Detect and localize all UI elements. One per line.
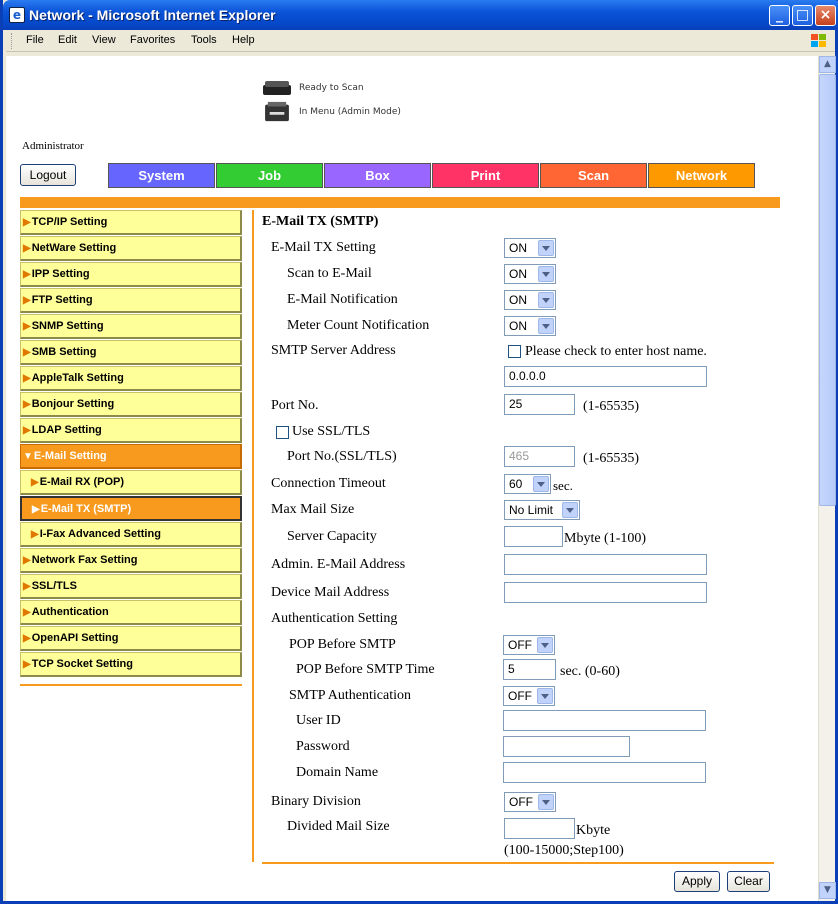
content-divider <box>252 210 254 862</box>
scan-to-email-label: Scan to E-Mail <box>287 266 372 281</box>
title-bar <box>3 0 838 30</box>
smtp-server-input[interactable]: 0.0.0.0 <box>504 366 707 387</box>
arrow-right-icon: ▶ <box>23 295 31 306</box>
minimize-button[interactable]: _ <box>769 5 790 26</box>
port-label: Port No. <box>271 398 319 413</box>
chevron-down-icon <box>537 637 553 653</box>
smtp-auth-select[interactable]: OFF <box>503 686 555 706</box>
timeout-unit: sec. <box>553 478 573 493</box>
scan-to-email-select[interactable]: ON <box>504 264 556 284</box>
user-id-label: User ID <box>296 713 341 728</box>
tab-job[interactable]: Job <box>216 163 323 188</box>
arrow-right-icon: ▶ <box>23 633 31 644</box>
password-input[interactable] <box>503 736 630 757</box>
email-tx-setting-label: E-Mail TX Setting <box>271 240 376 255</box>
smtp-auth-label: SMTP Authentication <box>289 688 411 703</box>
sidebar-item-ifax[interactable]: ▶I-Fax Advanced Setting <box>20 522 242 547</box>
apply-button[interactable]: Apply <box>674 871 720 892</box>
port-ssl-label: Port No.(SSL/TLS) <box>287 449 397 464</box>
chevron-down-icon <box>538 318 554 334</box>
sidebar-item-authentication[interactable]: ▶Authentication <box>20 600 242 625</box>
tab-network[interactable]: Network <box>648 163 755 188</box>
timeout-label: Connection Timeout <box>271 476 386 491</box>
menu-favorites[interactable]: Favorites <box>130 34 176 46</box>
vertical-scrollbar[interactable] <box>818 56 835 901</box>
max-mail-label: Max Mail Size <box>271 502 355 517</box>
email-tx-setting-select[interactable]: ON <box>504 238 556 258</box>
device-mail-input[interactable] <box>504 582 707 603</box>
arrow-right-icon: ▶ <box>31 477 39 488</box>
port-ssl-input[interactable]: 465 <box>504 446 575 467</box>
sidebar-item-email-tx[interactable]: ▶E-Mail TX (SMTP) <box>20 496 242 521</box>
sidebar-item-openapi[interactable]: ▶OpenAPI Setting <box>20 626 242 651</box>
port-ssl-range: (1-65535) <box>583 451 639 466</box>
arrow-right-icon: ▶ <box>32 504 40 515</box>
windows-logo-icon <box>809 32 829 50</box>
server-capacity-unit: Mbyte (1-100) <box>564 531 647 546</box>
pop-time-unit: sec. (0-60) <box>560 664 620 679</box>
copier-icon <box>261 101 293 123</box>
email-notification-label: E-Mail Notification <box>287 292 398 307</box>
smtp-form <box>262 210 782 901</box>
chevron-down-icon <box>538 794 554 810</box>
arrow-right-icon: ▶ <box>23 399 31 410</box>
sidebar-item-appletalk[interactable]: ▶AppleTalk Setting <box>20 366 242 391</box>
menu-help[interactable]: Help <box>232 34 255 46</box>
scanner-icon <box>261 77 293 99</box>
menu-file[interactable]: File <box>26 34 44 46</box>
tab-system[interactable]: System <box>108 163 215 188</box>
sidebar-item-smb[interactable]: ▶SMB Setting <box>20 340 242 365</box>
sidebar-item-ipp[interactable]: ▶IPP Setting <box>20 262 242 287</box>
sidebar-item-network-fax[interactable]: ▶Network Fax Setting <box>20 548 242 573</box>
timeout-select[interactable]: 60 <box>504 474 551 494</box>
pop-before-smtp-select[interactable]: OFF <box>503 635 555 655</box>
arrow-right-icon: ▶ <box>23 373 31 384</box>
pop-before-smtp-label: POP Before SMTP <box>289 637 396 652</box>
sidebar-item-netware[interactable]: ▶NetWare Setting <box>20 236 242 261</box>
form-divider <box>262 862 774 864</box>
menu-view[interactable]: View <box>92 34 116 46</box>
admin-email-label: Admin. E-Mail Address <box>271 557 406 572</box>
chevron-down-icon <box>533 476 549 492</box>
email-notification-select[interactable]: ON <box>504 290 556 310</box>
menu-tools[interactable]: Tools <box>191 34 217 46</box>
sidebar-item-email-rx[interactable]: ▶E-Mail RX (POP) <box>20 470 242 495</box>
window-title: Network - Microsoft Internet Explorer <box>29 7 276 23</box>
sidebar-item-ssl[interactable]: ▶SSL/TLS <box>20 574 242 599</box>
meter-count-label: Meter Count Notification <box>287 318 430 333</box>
device-mail-label: Device Mail Address <box>271 585 390 600</box>
arrow-right-icon: ▶ <box>23 321 31 332</box>
max-mail-select[interactable]: No Limit <box>504 500 580 520</box>
user-role: Administrator <box>22 140 84 152</box>
sidebar-item-ldap[interactable]: ▶LDAP Setting <box>20 418 242 443</box>
page-title: E-Mail TX (SMTP) <box>262 214 379 229</box>
sidebar-item-bonjour[interactable]: ▶Bonjour Setting <box>20 392 242 417</box>
domain-name-input[interactable] <box>503 762 706 783</box>
logout-button[interactable]: Logout <box>20 164 76 186</box>
arrow-right-icon: ▶ <box>23 555 31 566</box>
divided-mail-range: (100-15000;Step100) <box>504 843 624 858</box>
pop-time-input[interactable]: 5 <box>503 659 556 680</box>
divided-mail-input[interactable] <box>504 818 575 839</box>
tab-print[interactable]: Print <box>432 163 539 188</box>
sidebar-divider <box>20 684 242 686</box>
domain-name-label: Domain Name <box>296 765 379 780</box>
ie-logo-icon: e <box>9 7 25 23</box>
arrow-right-icon: ▶ <box>23 659 31 670</box>
arrow-right-icon: ▶ <box>23 347 31 358</box>
sidebar-item-tcp-socket[interactable]: ▶TCP Socket Setting <box>20 652 242 677</box>
arrow-right-icon: ▶ <box>23 217 31 228</box>
menu-bar <box>6 30 835 52</box>
chevron-down-icon <box>538 292 554 308</box>
arrow-right-icon: ▶ <box>31 529 39 540</box>
scroll-thumb[interactable] <box>819 74 836 506</box>
scroll-down-icon[interactable]: ▼ <box>819 882 836 899</box>
sidebar-item-email[interactable]: ▼E-Mail Setting <box>20 444 242 469</box>
user-id-input[interactable] <box>503 710 706 731</box>
tab-box[interactable]: Box <box>324 163 431 188</box>
sidebar-item-snmp[interactable]: ▶SNMP Setting <box>20 314 242 339</box>
arrow-right-icon: ▶ <box>23 607 31 618</box>
toolbar-grip <box>11 33 14 49</box>
password-label: Password <box>296 739 350 754</box>
pop-time-label: POP Before SMTP Time <box>296 662 435 677</box>
arrow-right-icon: ▶ <box>23 243 31 254</box>
chevron-down-icon <box>538 240 554 256</box>
chevron-down-icon <box>538 266 554 282</box>
server-capacity-label: Server Capacity <box>287 529 377 544</box>
arrow-down-icon: ▼ <box>23 451 33 462</box>
host-name-check-label: Please check to enter host name. <box>525 344 707 359</box>
smtp-server-label: SMTP Server Address <box>271 343 396 358</box>
chevron-down-icon <box>562 502 578 518</box>
port-input[interactable]: 25 <box>504 394 575 415</box>
scroll-up-icon[interactable]: ▲ <box>819 56 836 73</box>
menu-edit[interactable]: Edit <box>58 34 77 46</box>
port-range: (1-65535) <box>583 399 639 414</box>
divided-mail-label: Divided Mail Size <box>287 819 390 834</box>
sidebar-item-tcpip[interactable]: ▶TCP/IP Setting <box>20 210 242 235</box>
binary-division-select[interactable]: OFF <box>504 792 556 812</box>
auth-setting-label: Authentication Setting <box>271 611 398 626</box>
arrow-right-icon: ▶ <box>23 581 31 592</box>
admin-email-input[interactable] <box>504 554 707 575</box>
use-ssl-label: Use SSL/TLS <box>292 424 371 439</box>
header-divider <box>20 197 780 208</box>
tab-scan[interactable]: Scan <box>540 163 647 188</box>
meter-count-select[interactable]: ON <box>504 316 556 336</box>
sidebar-item-ftp[interactable]: ▶FTP Setting <box>20 288 242 313</box>
arrow-right-icon: ▶ <box>23 269 31 280</box>
host-name-checkbox[interactable] <box>508 345 521 358</box>
binary-division-label: Binary Division <box>271 794 361 809</box>
use-ssl-checkbox[interactable] <box>276 426 289 439</box>
clear-button[interactable]: Clear <box>727 871 770 892</box>
chevron-down-icon <box>537 688 553 704</box>
arrow-right-icon: ▶ <box>23 425 31 436</box>
divided-mail-unit: Kbyte <box>576 823 611 838</box>
page-content: Ready to Scan In Menu (Admin Mode) Administrator Logout System Job Box Print Scan Network ▶TCP/IP Setting ▶NetWare Setting ▶IPP Setting ▶FTP Setting ▶SNMP Setting ▶SMB Setting ▶AppleTalk Setting ▶Bonjour Setting ▶LDAP Setting ▼E-Mail Setting ▶E-Mail RX (POP) ▶E-Mail TX (SMTP) ▶I-Fax Advanced Setting ▶Network Fax Setting ▶SSL/TLS ▶Authentication ▶OpenAPI Setting ▶TCP Socket Setting E-Mail TX (SMTP) E-Mail TX Setting ON Scan to E-Mail ON E-Mail Notification ON Meter Count Notification ON SMTP Server Address Please check to enter host name. 0.0.0.0 Port No. 25 (1-65535) Use SSL/TLS Port No.(SSL/TLS) 465 (1-65535) Connection Timeout 60 sec. Max Mail Size No Limit Server Capacity Mbyte (1-100) Admin. E-Mail Address Device Mail Address Authentication Setting POP Before SMTP OFF POP Before SMTP Time 5 sec. (0-60) SMTP Authentication OFF User ID Password Domain Name Binary Division OFF Divided Mail Size Kbyte (100-15000;Step100) Apply Clear <box>6 56 818 901</box>
maximize-button[interactable]: □ <box>792 5 813 26</box>
server-capacity-input[interactable] <box>504 526 563 547</box>
close-button[interactable]: × <box>815 5 836 26</box>
